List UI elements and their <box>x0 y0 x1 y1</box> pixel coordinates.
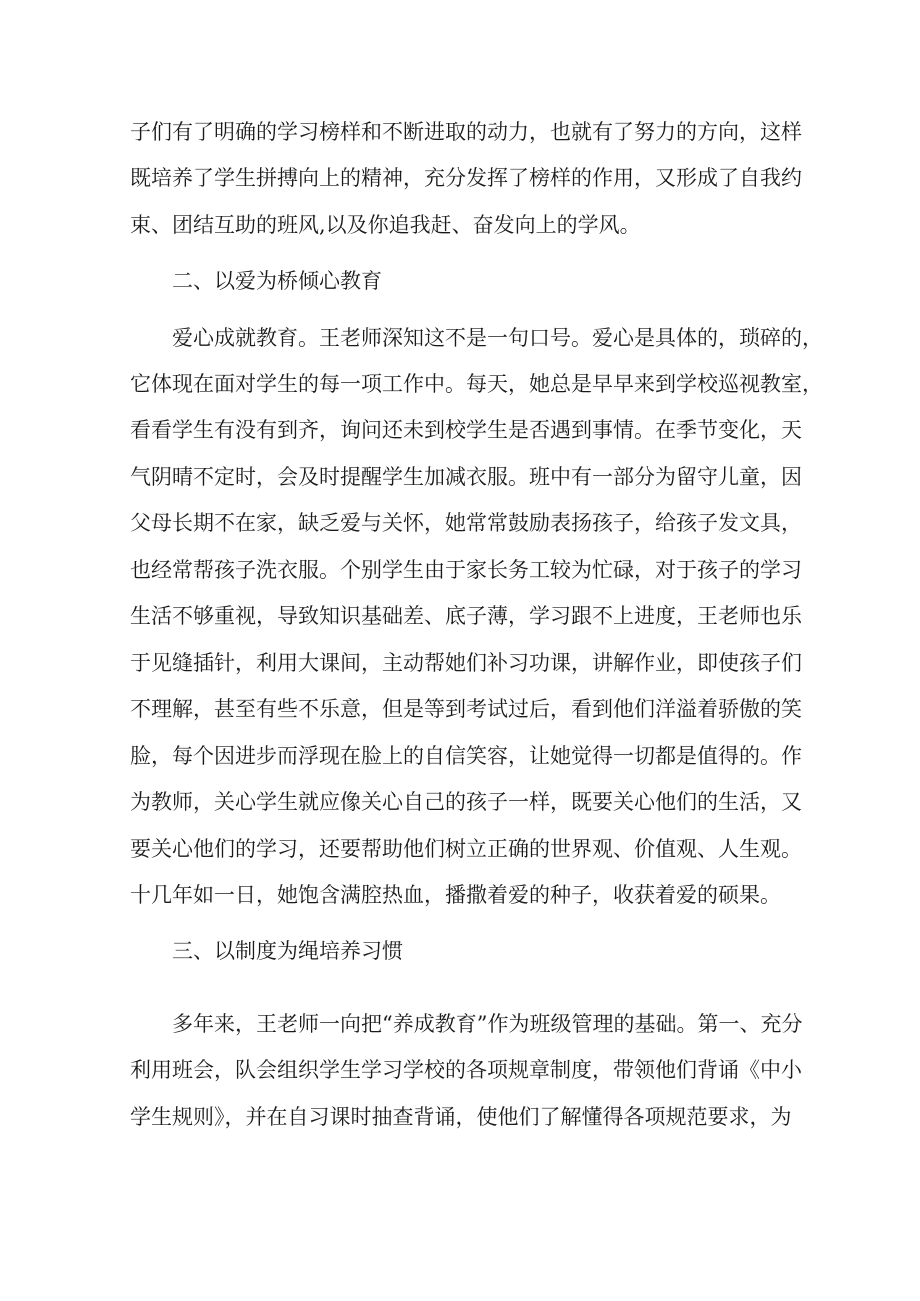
paragraph-line: 学生规则》，并在自习课时抽查背诵，使他们了解懂得各项规范要求，为 <box>130 1105 792 1129</box>
paragraph-line: 也经常帮孩子洗衣服。个别学生由于家长务工较为忙碌，对于孩子的学习 <box>130 558 802 582</box>
paragraph-line: 爱心成就教育。王老师深知这不是一句口号。爱心是具体的，琐碎的， <box>172 326 823 350</box>
paragraph-line: 看看学生有没有到齐，询问还未到校学生是否遇到事情。在季节变化，天 <box>130 418 802 442</box>
paragraph-line: 既培养了学生拼搏向上的精神，充分发挥了榜样的作用，又形成了自我约 <box>130 166 802 190</box>
paragraph-line: 生活不够重视，导致知识基础差、底子薄，学习跟不上进度，王老师也乐 <box>130 604 802 628</box>
paragraph-line: 脸，每个因进步而浮现在脸上的自信笑容，让她觉得一切都是值得的。作 <box>130 744 802 768</box>
paragraph-line: 多年来，王老师一向把“养成教育”作为班级管理的基础。第一、充分 <box>172 1012 803 1036</box>
paragraph-line: 父母长期不在家，缺乏爱与关怀，她常常鼓励表扬孩子，给孩子发文具， <box>130 511 802 535</box>
paragraph-line: 气阴晴不定时，会及时提醒学生加减衣服。班中有一部分为留守儿童，因 <box>130 465 802 489</box>
paragraph-line: 它体现在面对学生的每一项工作中。每天，她总是早早来到学校巡视教室， <box>130 372 823 396</box>
paragraph-line: 要关心他们的学习，还要帮助他们树立正确的世界观、价值观、人生观。 <box>130 837 802 861</box>
paragraph-line: 束、团结互助的班风,以及你追我赶、奋发向上的学风。 <box>130 213 641 237</box>
section-heading: 三、以制度为绳培养习惯 <box>172 939 403 963</box>
paragraph-line: 利用班会，队会组织学生学习学校的各项规章制度，带领他们背诵《中小 <box>130 1058 802 1082</box>
paragraph-line: 不理解，甚至有些不乐意，但是等到考试过后，看到他们洋溢着骄傲的笑 <box>130 697 802 721</box>
paragraph-line: 十几年如一日，她饱含满腔热血，播撒着爱的种子，收获着爱的硕果。 <box>130 883 781 907</box>
paragraph-line: 为教师，关心学生就应像关心自己的孩子一样，既要关心他们的生活，又 <box>130 790 802 814</box>
section-heading: 二、以爱为桥倾心教育 <box>172 269 382 293</box>
paragraph-line: 于见缝插针，利用大课间，主动帮她们补习功课，讲解作业，即使孩子们 <box>130 651 802 675</box>
paragraph-line: 子们有了明确的学习榜样和不断进取的动力，也就有了努力的方向，这样 <box>130 120 802 144</box>
